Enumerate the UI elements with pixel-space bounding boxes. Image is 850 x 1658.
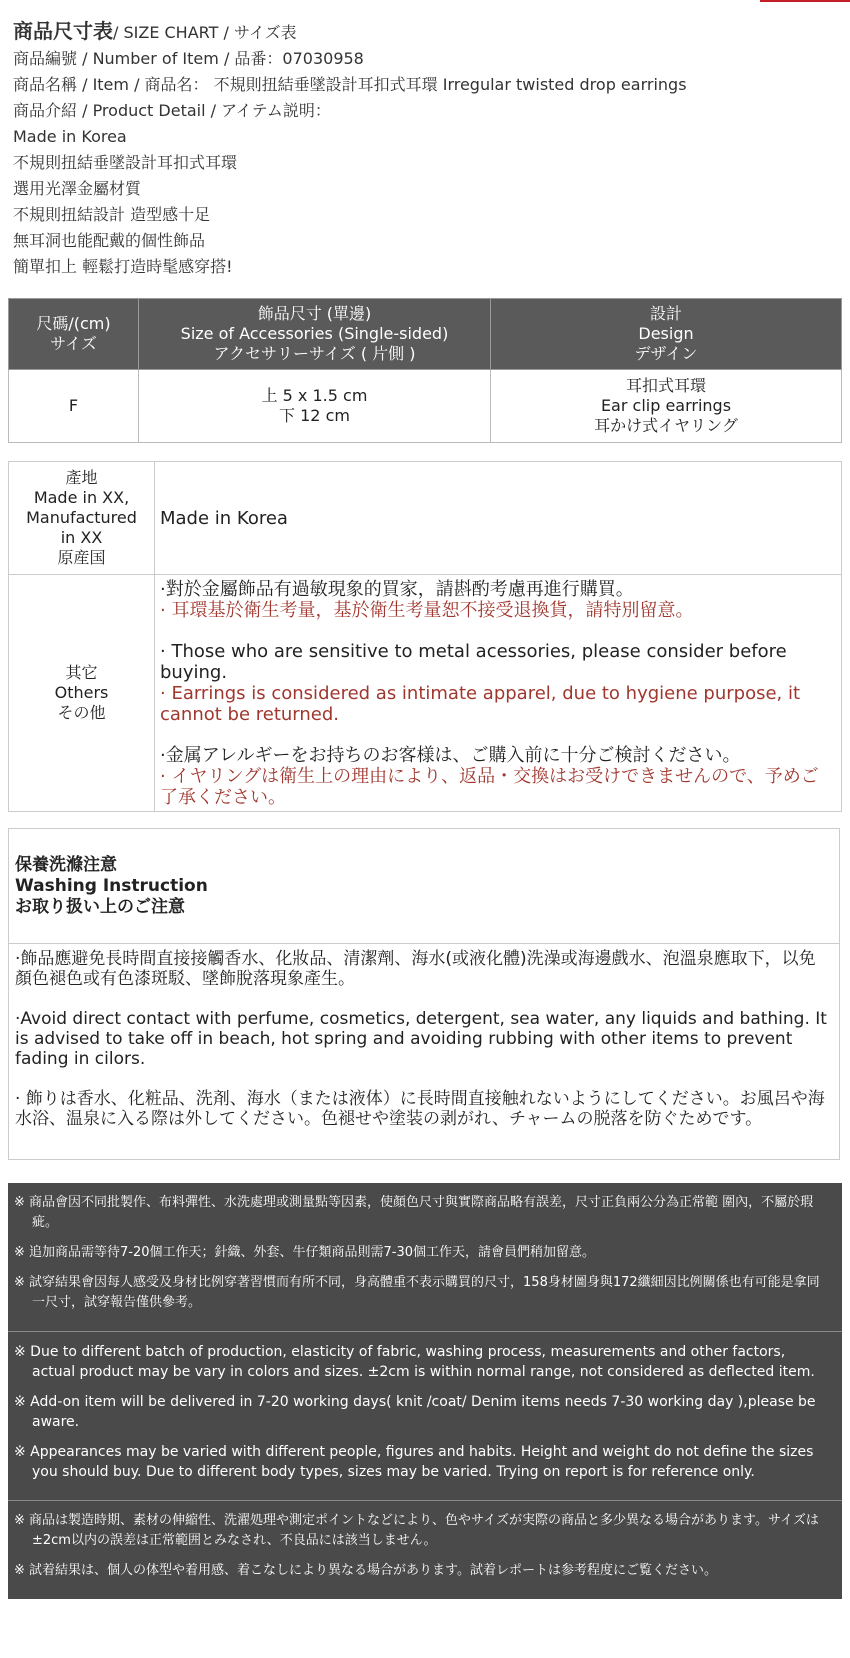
header-design: 設計 Design デザイン: [491, 299, 842, 370]
notice-item: ※ 商品會因不同批製作、布料彈性、水洗處理或測量點等因素，使顏色尺寸與實際商品略有誤差，尺寸正負兩公分為正常範 圍內，不屬於瑕疵。: [14, 1195, 814, 1230]
note-allergy-zh: ·對於金屬飾品有過敏現象的買家，請斟酌考慮再進行購買。: [160, 578, 634, 600]
notice-item: ※ Add-on item will be delivered in 7-20 working days( knit /coat/ Denim items needs 7-30 working day ),please be aware.: [14, 1394, 816, 1430]
washing-paragraph: · 飾りは香水、化粧品、洗剤、海水（または液体）に長時間直接触れないようにしてください。お風呂や海水浴、温泉に入る際は外してください。色褪せや塗装の剥がれ、チャームの脱落を防ぐためです。: [15, 1089, 825, 1129]
divider: [9, 943, 839, 944]
note-returns-en: · Earrings is considered as intimate apparel, due to hygiene purpose, it cannot be returned.: [160, 682, 801, 725]
origin-value: Made in Korea: [155, 462, 842, 575]
cell-design: 耳扣式耳環 Ear clip earrings 耳かけ式イヤリング: [491, 370, 842, 443]
notice-item: ※ 試穿結果會因每人感受及身材比例穿著習慣而有所不同，身高體重不表示購買的尺寸，158身材圖身與172纖細因比例關係也有可能是拿同一尺寸，試穿報告僅供參考。: [14, 1275, 820, 1310]
detail-line: 不規則扭結設計 造型感十足: [13, 205, 211, 224]
size-chart-title: [13, 18, 833, 46]
notice-item: ※ 追加商品需等待7-20個工作天；針織、外套、牛仔類商品則需7-30個工作天，請會員們稍加留意。: [14, 1245, 596, 1260]
washing-paragraph: ·Avoid direct contact with perfume, cosmetics, detergent, sea water, any liquids and bathing. It is advised to take off in beach, hot spring and avoiding rubbing with other items to prevent fading in cilors.: [15, 1009, 827, 1069]
table-row: [9, 370, 842, 443]
title-sub: / SIZE CHART / サイズ表: [113, 23, 297, 42]
origin-label: 產地 Made in XX, Manufactured in XX 原産国: [9, 462, 155, 575]
detail-line: 無耳洞也能配戴的個性飾品: [13, 231, 206, 250]
top-accent-bar: [760, 0, 850, 2]
info-table: [8, 461, 842, 812]
washing-instruction: [8, 828, 840, 1160]
detail-line: 簡單扣上 輕鬆打造時髦感穿搭!: [13, 257, 233, 276]
cell-accessory-size: 上 5 x 1.5 cm 下 12 cm: [139, 370, 491, 443]
header-size: 尺碼/(cm) サイズ: [9, 299, 139, 370]
others-notes: [155, 575, 842, 812]
notice-item: ※ 商品は製造時期、素材の伸縮性、洗濯処理や測定ポイントなどにより、色やサイズが実際の商品と多少異なる場合があります。サイズは±2cm以内の誤差は正常範囲とみなされ、不良品には該当しません。: [14, 1513, 819, 1548]
header-accessory-size: 飾品尺寸 (單邊) Size of Accessories (Single-sided) アクセサリーサイズ ( 片側 ): [139, 299, 491, 370]
notice-section-jp: [8, 1500, 842, 1599]
notice-item: ※ Due to different batch of production, elasticity of fabric, washing process, measurements and other factors, actual product may be vary in colors and sizes. ±2cm is within normal range, not considered as deflected item.: [14, 1344, 815, 1380]
detail-line: 不規則扭結垂墜設計耳扣式耳環: [13, 153, 238, 172]
cell-size: F: [9, 370, 139, 443]
note-allergy-jp: ·金属アレルギーをお持ちのお客様は、ご購入前に十分ご検討ください。: [160, 744, 741, 766]
detail-line: 選用光澤金屬材質: [13, 179, 142, 198]
detail-line: Made in Korea: [13, 127, 127, 146]
note-returns-zh: · 耳環基於衛生考量，基於衛生考量恕不接受退換貨，請特別留意。: [160, 599, 694, 621]
washing-heading: 保養洗滌注意 Washing Instruction お取り扱い上のご注意: [15, 855, 208, 917]
product-intro: [13, 18, 833, 280]
others-label: 其它 Others その他: [9, 575, 155, 812]
note-returns-jp: · イヤリングは衛生上の理由により、返品・交換はお受けできませんので、予めご了承ください。: [160, 765, 819, 808]
washing-paragraph: ·飾品應避免長時間直接接觸香水、化妝品、清潔劑、海水(或液化體)洗澡或海邊戲水、泡溫泉應取下，以免顏色褪色或有色漆斑駁、墜飾脫落現象產生。: [15, 949, 816, 989]
origin-row: [9, 462, 842, 575]
others-row: [9, 575, 842, 812]
item-number: 商品編號 / Number of Item / 品番：07030958: [13, 49, 364, 68]
notice-panel: [8, 1183, 842, 1599]
title-main: 商品尺寸表: [13, 19, 113, 43]
size-table: [8, 298, 842, 443]
notice-item: ※ Appearances may be varied with different people, figures and habits. Height and weight do not define the sizes you should buy. Due to different body types, sizes may be varied. Trying on report is for reference only.: [14, 1444, 814, 1480]
notice-item: ※ 試着結果は、個人の体型や着用感、着こなしにより異なる場合があります。試着レポートは参考程度にご覧ください。: [14, 1563, 717, 1578]
product-detail-label: 商品介紹 / Product Detail / アイテム説明：: [13, 101, 331, 120]
washing-body: [15, 949, 831, 1149]
note-allergy-en: · Those who are sensitive to metal acessories, please consider before buying.: [160, 640, 787, 683]
size-table-header: [9, 299, 842, 370]
notice-section-zh: [8, 1183, 842, 1331]
item-name: 商品名稱 / Item / 商品名： 不規則扭結垂墜設計耳扣式耳環 Irregular twisted drop earrings: [13, 75, 687, 94]
notice-section-en: [8, 1331, 842, 1500]
